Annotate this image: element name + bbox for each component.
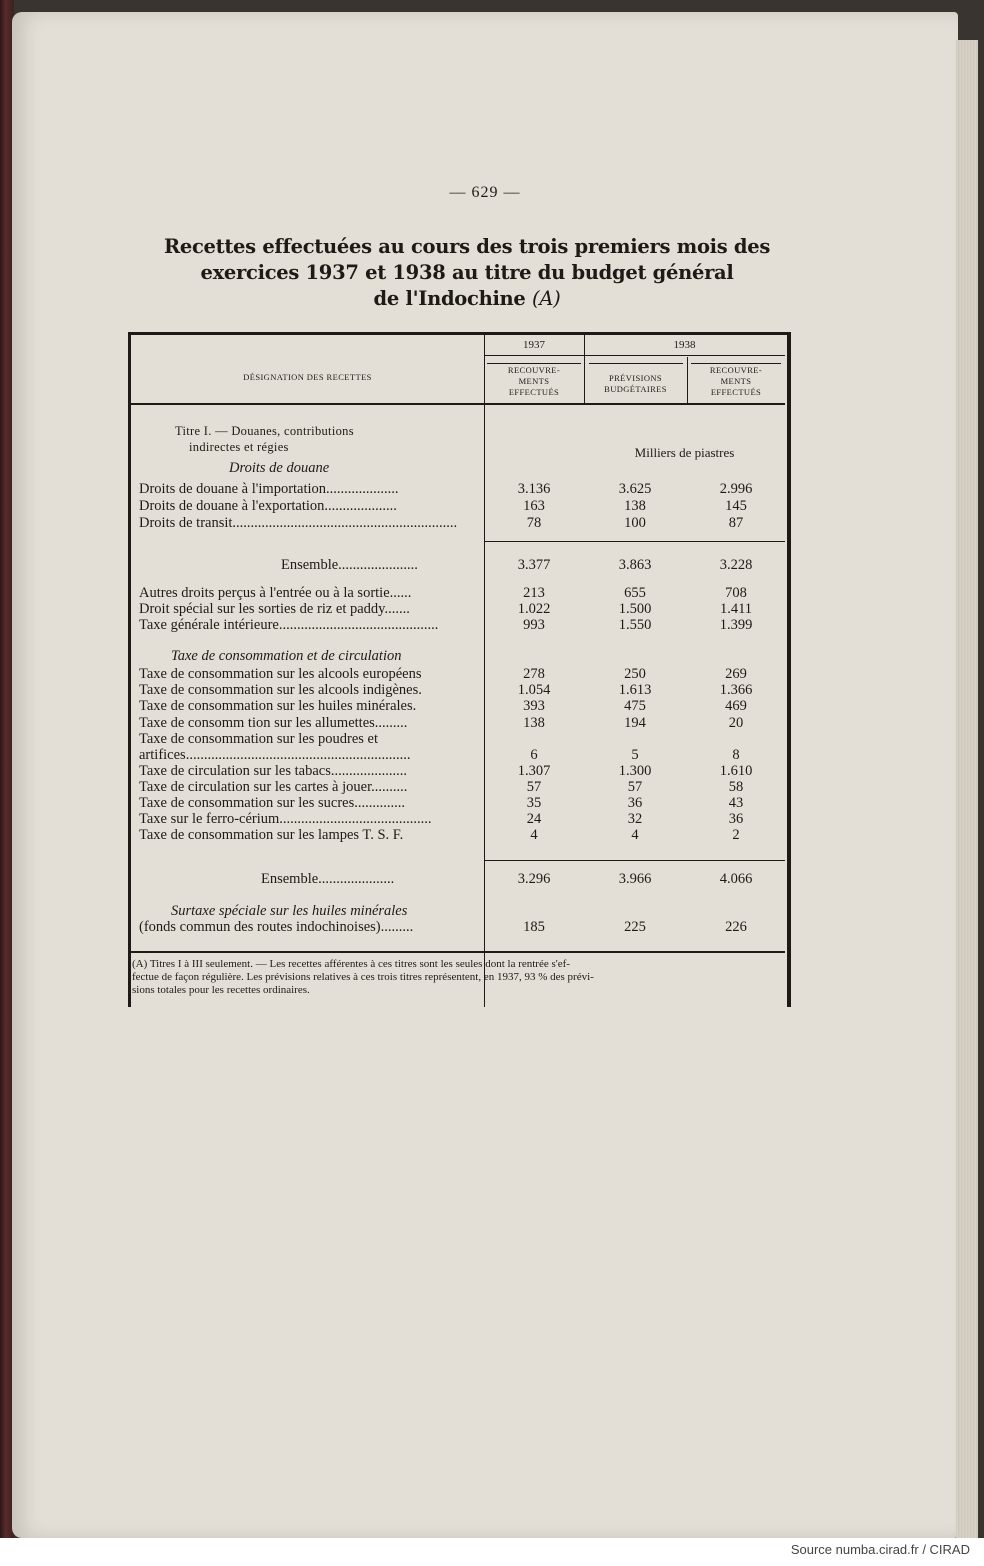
col-header-prev-line: BUDGÉTAIRES xyxy=(604,384,667,394)
row-value-1938-recouvrements: 1.399 xyxy=(719,617,753,633)
row-label: Droit spécial sur les sorties de riz et paddy....... xyxy=(139,601,410,617)
year-1937-label: 1937 xyxy=(523,339,545,351)
row-value-1938-recouvrements: 269 xyxy=(725,666,747,682)
row-value-1938-previsions: 475 xyxy=(624,698,646,714)
document-title xyxy=(162,234,772,312)
row-label: Taxe de consommation sur les alcools européens xyxy=(139,666,422,682)
row-value-1937-recouvrements: 3.136 xyxy=(517,481,551,497)
col-header-1938-line: MENTS xyxy=(720,376,752,386)
units-label: Milliers de piastres xyxy=(634,445,735,460)
row-value-1938-previsions: 1.613 xyxy=(618,682,652,698)
row-label: Taxe générale intérieure............................................ xyxy=(139,617,439,633)
row-value-1937-recouvrements: 57 xyxy=(526,779,542,795)
row-label: Droits de douane à l'exportation.................... xyxy=(139,498,397,514)
row-label: Taxe sur le ferro-cérium.......................................... xyxy=(139,811,432,827)
row-value-1938-recouvrements: 58 xyxy=(728,779,744,795)
row-value-1938-previsions: 225 xyxy=(624,919,646,935)
row-value-1937-recouvrements: 1.054 xyxy=(517,682,551,698)
col-header-prev-line: PRÉVISIONS xyxy=(608,373,663,383)
document-page xyxy=(12,12,958,1538)
section-heading-surtaxe: Surtaxe spéciale sur les huiles minérales xyxy=(171,903,408,919)
row-value-1938-recouvrements: 145 xyxy=(725,498,747,514)
designation-header: DÉSIGNATION DES RECETTES xyxy=(243,372,372,382)
page-number: — 629 — xyxy=(449,184,521,201)
title-line-3-text: de l'Indochine xyxy=(373,287,526,310)
row-value-1938-recouvrements: 4.066 xyxy=(719,871,753,887)
row-value-1937-recouvrements: 163 xyxy=(523,498,545,514)
row-value-1938-recouvrements: 708 xyxy=(725,585,747,601)
row-value-1938-previsions: 36 xyxy=(627,795,643,811)
row-value-1938-previsions: 3.863 xyxy=(618,557,652,573)
row-value-1938-recouvrements: 20 xyxy=(728,715,744,731)
row-label: Taxe de consommation sur les sucres.............. xyxy=(139,795,405,811)
row-value-1938-previsions: 100 xyxy=(624,515,646,531)
row-label: Taxe de consommation sur les poudres et xyxy=(139,731,378,747)
row-label: Taxe de consommation sur les lampes T. S. F. xyxy=(139,827,404,843)
row-value-1938-recouvrements: 226 xyxy=(725,919,747,935)
row-value-1937-recouvrements: 3.377 xyxy=(517,557,551,573)
row-value-1938-recouvrements: 36 xyxy=(728,811,744,827)
row-value-1938-recouvrements: 3.228 xyxy=(719,557,753,573)
title-note-ref: (A) xyxy=(532,287,561,310)
row-value-1937-recouvrements: 278 xyxy=(523,666,545,682)
row-value-1938-recouvrements: 2 xyxy=(732,827,740,843)
footnote-line: fectue de façon régulière. Les prévisions relatives à ces trois titres représentent, en 1937, 93 % des prévi- xyxy=(132,971,594,983)
subtotal-rule-1 xyxy=(484,541,785,542)
row-value-1938-previsions: 655 xyxy=(624,585,646,601)
row-value-1937-recouvrements: 4 xyxy=(530,827,538,843)
titre-heading-cont: indirectes et régies xyxy=(189,440,289,454)
row-label: Ensemble..................... xyxy=(261,871,395,887)
row-value-1938-previsions: 3.625 xyxy=(618,481,652,497)
row-value-1937-recouvrements: 993 xyxy=(523,617,545,633)
table-bottom-rule xyxy=(131,951,785,953)
sub-rule-prev xyxy=(589,363,683,364)
sub-rule-1937 xyxy=(487,363,581,364)
title-line-3 xyxy=(162,286,772,312)
row-value-1937-recouvrements: 393 xyxy=(523,698,545,714)
titre-heading: Titre I. — Douanes, contributions xyxy=(175,424,354,438)
col-header-1938-line: EFFECTUÉS xyxy=(710,387,762,397)
col-header-1937 xyxy=(484,365,584,398)
row-label: Taxe de consommation sur les huiles minérales. xyxy=(139,698,417,714)
row-value-1938-previsions: 250 xyxy=(624,666,646,682)
row-value-1938-previsions: 5 xyxy=(631,747,639,763)
row-value-1938-recouvrements: 1.610 xyxy=(719,763,753,779)
row-value-1938-recouvrements: 2.996 xyxy=(719,481,753,497)
row-value-1938-recouvrements: 43 xyxy=(728,795,744,811)
row-value-1938-previsions: 57 xyxy=(627,779,643,795)
row-label: Taxe de consommation sur les alcools indigènes. xyxy=(139,682,422,698)
row-label: Ensemble...................... xyxy=(281,557,418,573)
row-value-1938-previsions: 32 xyxy=(627,811,643,827)
revenue-table xyxy=(128,332,791,1007)
row-value-1937-recouvrements: 24 xyxy=(526,811,542,827)
sub-rule-1938 xyxy=(691,363,781,364)
row-label: Autres droits perçus à l'entrée ou à la sortie...... xyxy=(139,585,412,601)
row-label: Taxe de circulation sur les tabacs..................... xyxy=(139,763,407,779)
footnote-line: (A) Titres I à III seulement. — Les recettes afférentes à ces titres sont les seules dont la rentrée s'ef- xyxy=(132,958,570,970)
col-header-1938 xyxy=(687,365,785,398)
col-header-1937-line: MENTS xyxy=(518,376,550,386)
row-value-1937-recouvrements: 35 xyxy=(526,795,542,811)
row-label: Taxe de consomm tion sur les allumettes......... xyxy=(139,715,408,731)
row-value-1938-previsions: 3.966 xyxy=(618,871,652,887)
row-value-1937-recouvrements: 1.022 xyxy=(517,601,551,617)
col-header-previsions xyxy=(584,373,687,395)
section-heading-douane: Droits de douane xyxy=(229,460,330,476)
col-header-1938-line: RECOUVRE- xyxy=(709,365,763,375)
header-year-rule xyxy=(484,355,785,356)
row-value-1937-recouvrements: 213 xyxy=(523,585,545,601)
row-value-1937-recouvrements: 6 xyxy=(530,747,538,763)
page-stack-edge xyxy=(956,40,978,1540)
row-value-1937-recouvrements: 78 xyxy=(526,515,542,531)
col-header-1937-line: EFFECTUÉS xyxy=(508,387,560,397)
row-label: Droits de douane à l'importation.................... xyxy=(139,481,399,497)
row-value-1937-recouvrements: 185 xyxy=(523,919,545,935)
row-value-1938-recouvrements: 469 xyxy=(725,698,747,714)
row-value-1938-previsions: 138 xyxy=(624,498,646,514)
row-value-1937-recouvrements: 3.296 xyxy=(517,871,551,887)
footnote xyxy=(132,958,782,997)
row-label: Droits de transit.............................................................. xyxy=(139,515,458,531)
row-label: artifices.............................................................. xyxy=(139,747,411,763)
year-1938-label: 1938 xyxy=(673,339,696,351)
row-value-1938-recouvrements: 1.366 xyxy=(719,682,753,698)
row-value-1938-recouvrements: 87 xyxy=(728,515,744,531)
header-bottom-rule xyxy=(131,403,785,405)
row-value-1938-previsions: 194 xyxy=(624,715,646,731)
row-value-1937-recouvrements: 1.307 xyxy=(517,763,551,779)
col-header-1937-line: RECOUVRE- xyxy=(507,365,561,375)
row-value-1938-previsions: 1.500 xyxy=(618,601,652,617)
row-value-1938-recouvrements: 8 xyxy=(732,747,740,763)
footnote-line: sions totales pour les recettes ordinaires. xyxy=(132,984,310,996)
row-value-1938-recouvrements: 1.411 xyxy=(719,601,753,617)
row-value-1938-previsions: 4 xyxy=(631,827,639,843)
subtotal-rule-2 xyxy=(484,860,785,861)
row-label: (fonds commun des routes indochinoises)......... xyxy=(139,919,414,935)
section-heading-consommation: Taxe de consommation et de circulation xyxy=(171,648,402,664)
row-value-1937-recouvrements: 138 xyxy=(523,715,545,731)
row-label: Taxe de circulation sur les cartes à jouer.......... xyxy=(139,779,408,795)
row-value-1938-previsions: 1.550 xyxy=(618,617,652,633)
source-credit: Source numba.cirad.fr / CIRAD xyxy=(790,1542,970,1557)
title-line-2: exercices 1937 et 1938 au titre du budget général xyxy=(200,261,734,284)
title-line-1: Recettes effectuées au cours des trois premiers mois des xyxy=(163,235,771,258)
row-value-1938-previsions: 1.300 xyxy=(618,763,652,779)
